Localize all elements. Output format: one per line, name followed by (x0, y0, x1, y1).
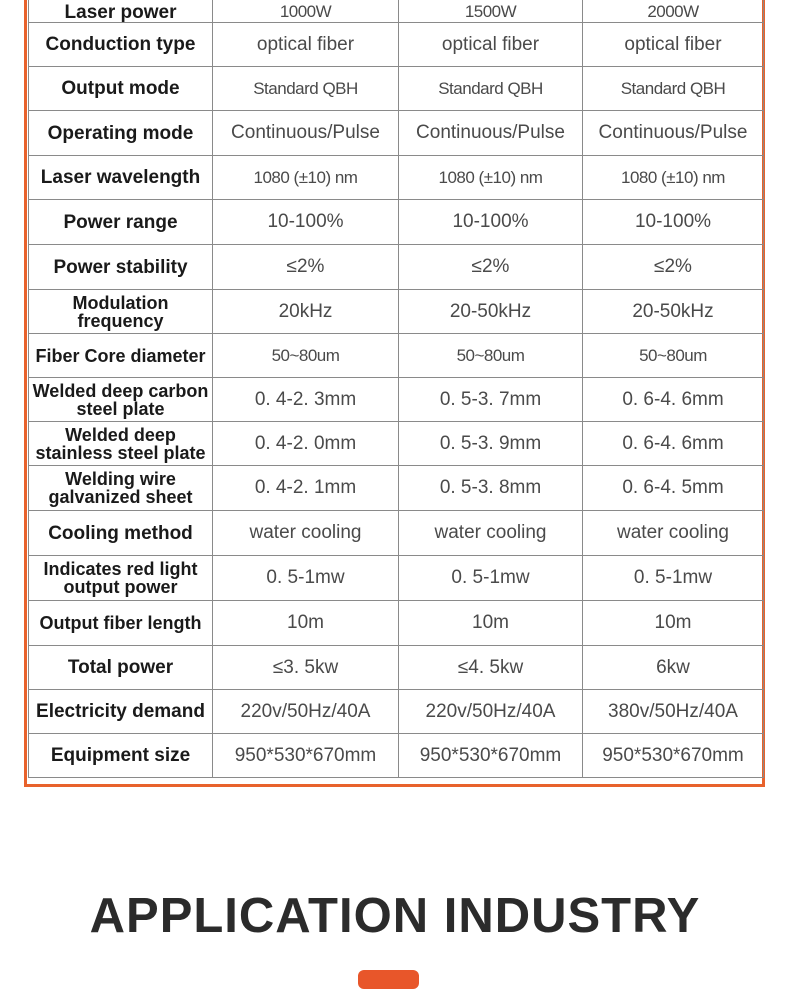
row-label: Power stability (29, 245, 213, 290)
table-row (29, 156, 764, 200)
cell-value: 950*530*670mm (583, 734, 764, 778)
cell-value: 50~80um (399, 334, 583, 378)
cell-value: 950*530*670mm (399, 734, 583, 778)
row-label: Output fiber length (29, 601, 213, 646)
cell-value: 6kw (583, 646, 764, 690)
cell-value: 0. 5-1mw (583, 556, 764, 601)
table-row (29, 290, 764, 334)
row-label: Welded deep carbon steel plate (29, 378, 213, 422)
cell-value: optical fiber (399, 23, 583, 67)
cell-value: 0. 5-1mw (213, 556, 399, 601)
cell-value: 0. 6-4. 6mm (583, 422, 764, 466)
row-label: Modulation frequency (29, 290, 213, 334)
cell-value: 0. 4-2. 1mm (213, 466, 399, 511)
table-row (29, 422, 764, 466)
cell-value: 20-50kHz (399, 290, 583, 334)
cell-value: 950*530*670mm (213, 734, 399, 778)
cell-value: 10m (583, 601, 764, 646)
cell-value: water cooling (213, 511, 399, 556)
cell-value: optical fiber (213, 23, 399, 67)
cell-value: Continuous/Pulse (213, 111, 399, 156)
row-label: Electricity demand (29, 690, 213, 734)
row-label: Output mode (29, 67, 213, 111)
cell-value: 220v/50Hz/40A (213, 690, 399, 734)
row-label: Equipment size (29, 734, 213, 778)
row-label: Conduction type (29, 23, 213, 67)
row-label: Laser wavelength (29, 156, 213, 200)
cell-value: 1080 (±10) nm (213, 156, 399, 200)
cell-value: 20-50kHz (583, 290, 764, 334)
cell-value: Standard QBH (583, 67, 764, 111)
cell-value: 1080 (±10) nm (399, 156, 583, 200)
table-row (29, 601, 764, 646)
row-label: Laser power (29, 0, 213, 23)
cell-value: Continuous/Pulse (399, 111, 583, 156)
table-row (29, 646, 764, 690)
row-label: Welded deep stainless steel plate (29, 422, 213, 466)
cell-value: ≤2% (399, 245, 583, 290)
table-row (29, 111, 764, 156)
cell-value: 10m (399, 601, 583, 646)
table-row (29, 556, 764, 601)
cell-value: 10-100% (399, 200, 583, 245)
row-label: Cooling method (29, 511, 213, 556)
table-row (29, 511, 764, 556)
cell-value: ≤3. 5kw (213, 646, 399, 690)
row-label: Fiber Core diameter (29, 334, 213, 378)
table-row (29, 334, 764, 378)
row-label: Power range (29, 200, 213, 245)
title-accent-bar (358, 970, 419, 989)
cell-value: 1000W (213, 0, 399, 23)
cell-value: 50~80um (213, 334, 399, 378)
cell-value: Standard QBH (213, 67, 399, 111)
cell-value: optical fiber (583, 23, 764, 67)
cell-value: 2000W (583, 0, 764, 23)
cell-value: 1080 (±10) nm (583, 156, 764, 200)
cell-value: 20kHz (213, 290, 399, 334)
cell-value: 10-100% (213, 200, 399, 245)
table-row (29, 23, 764, 67)
cell-value: 0. 4-2. 3mm (213, 378, 399, 422)
cell-value: 10m (213, 601, 399, 646)
cell-value: ≤2% (213, 245, 399, 290)
cell-value: ≤2% (583, 245, 764, 290)
spec-table (28, 0, 764, 778)
cell-value: 0. 5-3. 7mm (399, 378, 583, 422)
table-row (29, 690, 764, 734)
spec-table-frame (24, 0, 765, 787)
cell-value: ≤4. 5kw (399, 646, 583, 690)
table-row (29, 734, 764, 778)
table-row (29, 0, 764, 23)
row-label: Operating mode (29, 111, 213, 156)
cell-value: 220v/50Hz/40A (399, 690, 583, 734)
cell-value: water cooling (583, 511, 764, 556)
section-title: APPLICATION INDUSTRY (89, 889, 701, 943)
cell-value: 1500W (399, 0, 583, 23)
cell-value: 380v/50Hz/40A (583, 690, 764, 734)
cell-value: 0. 5-3. 8mm (399, 466, 583, 511)
cell-value: 0. 4-2. 0mm (213, 422, 399, 466)
row-label: Welding wire galvanized sheet (29, 466, 213, 511)
cell-value: Standard QBH (399, 67, 583, 111)
row-label: Total power (29, 646, 213, 690)
cell-value: 0. 6-4. 5mm (583, 466, 764, 511)
table-row (29, 245, 764, 290)
row-label: Indicates red light output power (29, 556, 213, 601)
cell-value: 0. 5-3. 9mm (399, 422, 583, 466)
cell-value: water cooling (399, 511, 583, 556)
table-row (29, 200, 764, 245)
table-row (29, 466, 764, 511)
cell-value: 50~80um (583, 334, 764, 378)
cell-value: 0. 6-4. 6mm (583, 378, 764, 422)
table-row (29, 67, 764, 111)
spec-table-body (29, 0, 764, 778)
cell-value: 0. 5-1mw (399, 556, 583, 601)
table-row (29, 378, 764, 422)
cell-value: Continuous/Pulse (583, 111, 764, 156)
cell-value: 10-100% (583, 200, 764, 245)
